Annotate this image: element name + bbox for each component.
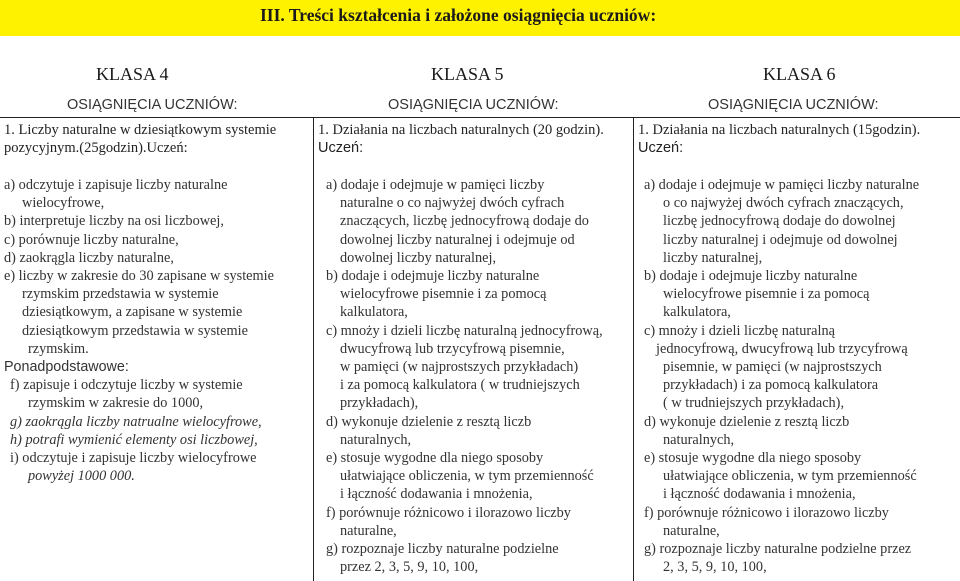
class-5-achievements-label: OSIĄGNIĘCIA UCZNIÓW: <box>388 97 559 113</box>
outcome-line: pisemnie, w pamięci (w najprostszych <box>663 359 882 376</box>
outcome-line: o co najwyżej dwóch cyfrach znaczących, <box>663 195 904 212</box>
outcome-line: przez 2, 3, 5, 9, 10, 100, <box>340 559 479 576</box>
class-5-section-title: 1. Działania na liczbach naturalnych (20 godzin). <box>318 122 604 138</box>
outcome-line: i za pomocą kalkulatora ( w trudniejszych <box>340 377 580 394</box>
outcome-line: przykładach) i za pomocą kalkulatora <box>663 377 879 394</box>
class-5-section-header <box>318 121 630 157</box>
outcome-line: e) stosuje wygodne dla niego sposoby <box>326 450 544 467</box>
outcome-line: b) dodaje i odejmuje liczby naturalne <box>644 268 858 285</box>
class-6-achievements-label: OSIĄGNIĘCIA UCZNIÓW: <box>708 97 879 113</box>
class-4-achievements-label: OSIĄGNIĘCIA UCZNIÓW: <box>67 97 238 113</box>
outcome-line: wielocyfrowe pisemnie i za pomocą <box>340 286 547 303</box>
extended-label: Ponadpodstawowe: <box>4 359 129 376</box>
class-6-section-title: 1. Działania na liczbach naturalnych (15godzin). <box>638 122 921 138</box>
outcome-line: jednocyfrową, dwucyfrową lub trzycyfrową <box>656 340 908 357</box>
outcome-line: c) porównuje liczby naturalne, <box>4 231 179 248</box>
class-6-outcomes <box>638 176 960 576</box>
outcome-line: naturalne, <box>340 522 397 539</box>
extended-line: rzymskim w zakresie do 1000, <box>28 395 204 412</box>
extended-line: g) zaokrągla liczby natrualne wielocyfrowe, <box>10 413 262 430</box>
extended-line: powyżej 1000 000. <box>28 468 135 485</box>
outcome-line: i łączność dodawania i mnożenia, <box>340 486 533 503</box>
outcome-line: dowolnej liczby naturalnej i odejmuje od <box>340 231 575 248</box>
class-4-outcomes <box>0 176 313 485</box>
outcome-line: naturalne o co najwyżej dwóch cyfrach <box>340 195 565 212</box>
outcome-line: d) wykonuje dzielenie z resztą liczb <box>644 413 850 430</box>
extended-line: i) odczytuje i zapisuje liczby wielocyfrowe <box>10 450 257 467</box>
column-divider-2 <box>633 117 634 581</box>
class-4-section-header <box>4 121 310 157</box>
class-4-section-title: 1. Liczby naturalne w dziesiątkowym systemie <box>4 122 277 138</box>
outcome-line: wielocyfrowe, <box>22 195 105 212</box>
outcome-line: f) porównuje różnicowo i ilorazowo liczby <box>326 504 571 521</box>
outcome-line: b) interpretuje liczby na osi liczbowej, <box>4 213 224 230</box>
class-6-section-header <box>638 121 958 157</box>
outcome-line: a) dodaje i odejmuje w pamięci liczby naturalne <box>644 177 920 193</box>
outcome-line: a) odczytuje i zapisuje liczby naturalne <box>4 177 228 193</box>
outcome-line: naturalnych, <box>663 431 735 448</box>
outcome-line: rzymskim. <box>28 340 89 357</box>
outcome-line: e) liczby w zakresie do 30 zapisane w systemie <box>4 268 274 285</box>
outcome-line: ułatwiające obliczenia, w tym przemienność <box>340 468 594 485</box>
outcome-line: d) zaokrągla liczby naturalne, <box>4 249 174 266</box>
outcome-line: liczbę jednocyfrową dodaje do dowolnej <box>663 213 896 230</box>
class-4-section-subtitle: pozycyjnym.(25godzin).Uczeń: <box>4 140 188 156</box>
outcome-line: kalkulatora, <box>663 304 731 321</box>
table-top-border <box>0 117 960 118</box>
class-6-section-subtitle: Uczeń: <box>638 140 684 156</box>
class-5-outcomes <box>318 176 633 576</box>
outcome-line: dziesiątkowym przedstawia w systemie <box>22 322 248 339</box>
outcome-line: liczby naturalnej, <box>663 249 763 266</box>
extended-line: f) zapisuje i odczytuje liczby w systemie <box>10 377 243 394</box>
outcome-line: ułatwiające obliczenia, w tym przemienność <box>663 468 917 485</box>
outcome-line: naturalne, <box>663 522 720 539</box>
outcome-line: c) mnoży i dzieli liczbę naturalną <box>644 322 835 339</box>
outcome-line: d) wykonuje dzielenie z resztą liczb <box>326 413 532 430</box>
outcome-line: rzymskim przedstawia w systemie <box>22 286 219 303</box>
extended-line: h) potrafi wymienić elementy osi liczbowej, <box>10 431 258 448</box>
class-4-heading: KLASA 4 <box>96 64 169 84</box>
outcome-line: 2, 3, 5, 9, 10, 100, <box>663 559 767 576</box>
outcome-line: e) stosuje wygodne dla niego sposoby <box>644 450 862 467</box>
outcome-line: liczby naturalnej i odejmuje od dowolnej <box>663 231 898 248</box>
outcome-line: g) rozpoznaje liczby naturalne podzielne przez <box>644 541 912 558</box>
class-5-heading: KLASA 5 <box>431 64 504 84</box>
outcome-line: znaczących, liczbę jednocyfrową dodaje do <box>340 213 589 230</box>
outcome-line: b) dodaje i odejmuje liczby naturalne <box>326 268 540 285</box>
outcome-line: ( w trudniejszych przykładach), <box>663 395 845 412</box>
outcome-line: c) mnoży i dzieli liczbę naturalną jednocyfrową, <box>326 322 603 339</box>
page-title: III. Treści kształcenia i założone osiągnięcia uczniów: <box>260 5 657 25</box>
outcome-line: dowolnej liczby naturalnej, <box>340 249 497 266</box>
outcome-line: dziesiątkowym, a zapisane w systemie <box>22 304 243 321</box>
outcome-line: dwucyfrową lub trzycyfrową pisemnie, <box>340 340 565 357</box>
outcome-line: wielocyfrowe pisemnie i za pomocą <box>663 286 870 303</box>
outcome-line: w pamięci (w najprostszych przykładach) <box>340 359 579 376</box>
outcome-line: kalkulatora, <box>340 304 408 321</box>
outcome-line: i łączność dodawania i mnożenia, <box>663 486 856 503</box>
column-divider-1 <box>313 117 314 581</box>
outcome-line: naturalnych, <box>340 431 412 448</box>
outcome-line: g) rozpoznaje liczby naturalne podzielne <box>326 541 559 558</box>
outcome-line: a) dodaje i odejmuje w pamięci liczby <box>326 177 545 193</box>
class-6-heading: KLASA 6 <box>763 64 836 84</box>
outcome-line: przykładach), <box>340 395 419 412</box>
outcome-line: f) porównuje różnicowo i ilorazowo liczby <box>644 504 889 521</box>
class-5-section-subtitle: Uczeń: <box>318 140 364 156</box>
